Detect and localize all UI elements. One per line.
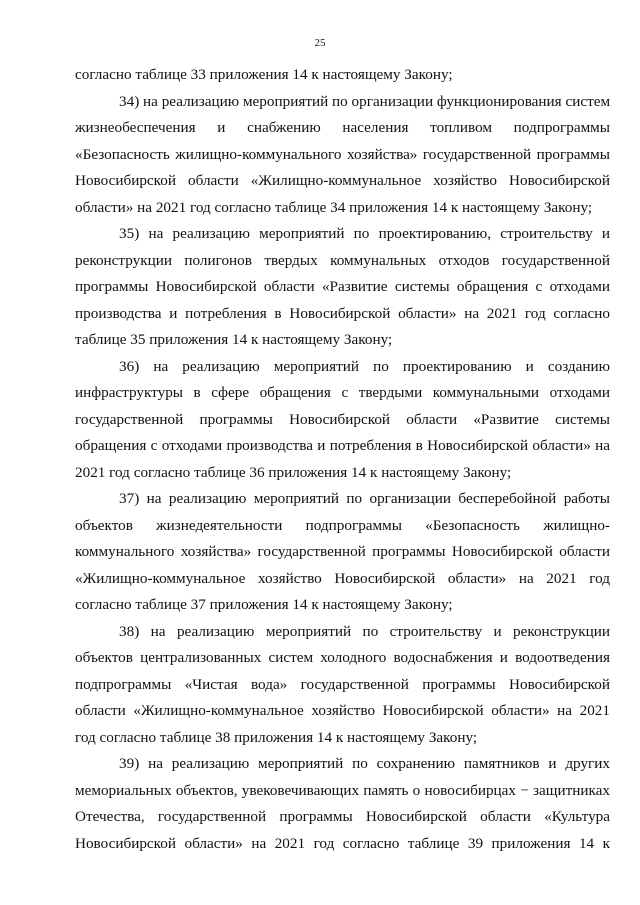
text-line: «Безопасность жилищно-коммунального хозяйства» государственной программы (75, 145, 610, 163)
text-line: 37) на реализацию мероприятий по организации бесперебойной работы (119, 490, 610, 507)
text-line: Новосибирской области» на 2021 год согласно таблице 39 приложения 14 к (75, 834, 610, 852)
text-line: производства и потребления в Новосибирской области» на 2021 год согласно (75, 304, 610, 322)
text-line: согласно таблице 37 приложения 14 к настоящему Закону; (75, 596, 453, 613)
text-line: согласно таблице 33 приложения 14 к настоящему Закону; (75, 66, 453, 83)
text-line: мемориальных объектов, увековечивающих память о новосибирцах − защитниках (75, 781, 610, 799)
text-line: 39) на реализацию мероприятий по сохранению памятников и других (119, 755, 610, 772)
text-line: 2021 год согласно таблице 36 приложения 14 к настоящему Закону; (75, 463, 512, 481)
text-line: объектов жизнедеятельности подпрограммы «Безопасность жилищно- (75, 516, 610, 534)
text-line: реконструкции полигонов твердых коммунальных отходов государственной (75, 251, 610, 269)
text-line: инфраструктуры в сфере обращения с твердыми коммунальными отходами (75, 384, 610, 401)
text-line: таблице 35 приложения 14 к настоящему Закону; (75, 331, 393, 348)
text-line: 34) на реализацию мероприятий по организации функционирования систем (119, 92, 610, 110)
text-line: области» на 2021 год согласно таблице 34 приложения 14 к настоящему Закону; (75, 198, 593, 216)
text-line: 38) на реализацию мероприятий по строительству и реконструкции (119, 622, 610, 640)
text-line: государственной программы Новосибирской области «Развитие системы (75, 410, 610, 428)
text-line: программы Новосибирской области «Развитие системы обращения с отходами (75, 278, 610, 295)
text-line: 35) на реализацию мероприятий по проектированию, строительству и (119, 225, 610, 242)
text-line: «Жилищно-коммунальное хозяйство Новосибирской области» на 2021 год (75, 569, 610, 587)
text-line: объектов централизованных систем холодного водоснабжения и водоотведения (75, 649, 610, 666)
text-line: жизнеобеспечения и снабжению населения топливом подпрограммы (75, 119, 610, 136)
text-line: коммунального хозяйства» государственной программы Новосибирской области (75, 543, 610, 560)
page-number: 25 (314, 37, 326, 49)
text-line: Новосибирской области «Жилищно-коммунальное хозяйство Новосибирской (75, 172, 610, 189)
text-line: 36) на реализацию мероприятий по проектированию и созданию (119, 357, 610, 375)
text-line: подпрограммы «Чистая вода» государственной программы Новосибирской (75, 675, 610, 693)
text-line: области «Жилищно-коммунальное хозяйство Новосибирской области» на 2021 (75, 702, 610, 719)
text-line: год согласно таблице 38 приложения 14 к настоящему Закону; (75, 728, 478, 746)
text-line: Отечества, государственной программы Новосибирской области «Культура (75, 808, 610, 825)
text-line: обращения с отходами производства и потребления в Новосибирской области» на (75, 437, 610, 454)
document-body (75, 62, 610, 857)
